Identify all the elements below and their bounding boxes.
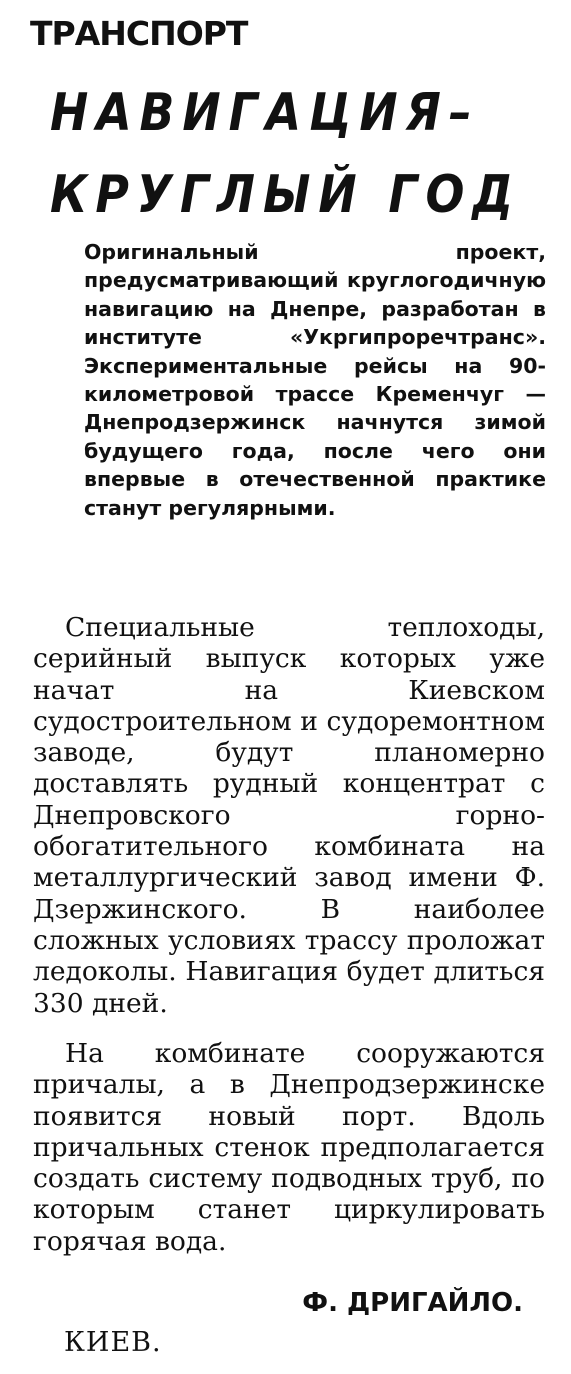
lead-paragraph: Оригинальный проект, предусматривающий круглогодичную навигацию на Днепре, разработан в институте «Укргипроречтранс». Экспериментальные рейсы на 90-километровой трассе Кременчуг — Днепродзержинск начнутся зимой будущего года, после чего они впервые в отечественной практике станут регулярными. <box>84 240 546 520</box>
headline-line-1: НАВИГАЦИЯ– <box>50 83 480 143</box>
dateline: КИЕВ. <box>64 1327 162 1358</box>
body-paragraph-2: На комбинате сооружаются причалы, а в Днепродзержинске появится новый порт. Вдоль причальных стенок предполагается создать систему подводных труб, по которым станет циркулировать горячая вода. <box>33 1038 545 1257</box>
author-signature: Ф. ДРИГАЙЛО. <box>302 1288 523 1318</box>
body-paragraph-1: Специальные теплоходы, серийный выпуск которых уже начат на Киевском судостроительном и судоремонтном заводе, будут планомерно доставлять рудный концентрат с Днепровского горно-обогатительного комбината на металлургический завод имени Ф. Дзержинского. В наиболее сложных условиях трассу проложат ледоколы. Навигация будет длиться 330 дней. <box>33 612 545 1019</box>
headline <box>50 72 550 236</box>
section-rubric: ТРАНСПОРТ <box>30 14 248 53</box>
headline-line-2: КРУГЛЫЙ ГОД <box>50 165 521 225</box>
